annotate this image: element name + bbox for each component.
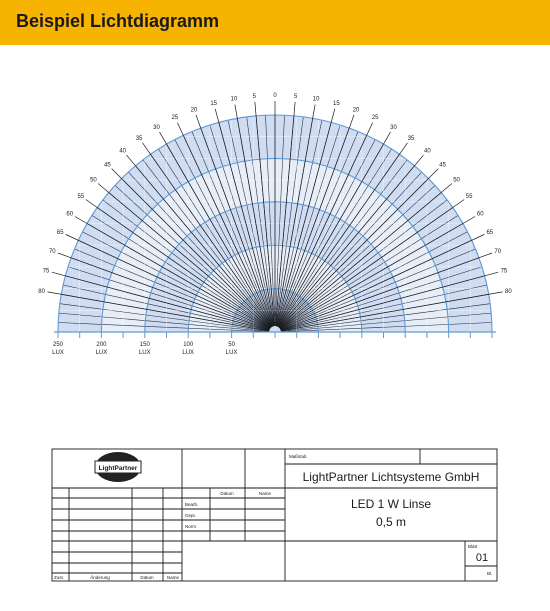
- gepr-row-label: Gepr.: [185, 513, 197, 518]
- page-title: Beispiel Lichtdiagramm: [16, 11, 220, 31]
- product-name: LED 1 W Linse: [350, 497, 432, 511]
- angle-label: 30: [153, 124, 160, 131]
- angle-label: 80: [505, 288, 512, 295]
- blatt-label: Blatt: [468, 544, 478, 549]
- angle-label: 70: [494, 248, 502, 255]
- angle-label: 80: [38, 288, 45, 295]
- angle-label: 20: [352, 107, 360, 114]
- ring-value-label: 100: [183, 342, 194, 348]
- angle-label: 55: [465, 194, 473, 201]
- ring-unit-label: LUX: [52, 350, 64, 356]
- distance-value: 0,5 m: [375, 515, 407, 529]
- brand-logo: [95, 452, 141, 482]
- angle-label: 40: [119, 148, 127, 155]
- scale-label: Maßstab: [289, 454, 307, 459]
- angle-label: 25: [171, 115, 179, 122]
- angle-label: 20: [190, 107, 198, 114]
- ring-value-label: 150: [139, 342, 150, 348]
- angle-label: 55: [77, 194, 85, 201]
- angle-label: 10: [230, 96, 238, 103]
- ring-value-label: 50: [228, 342, 235, 348]
- angle-label: 50: [453, 177, 460, 184]
- angle-label: 65: [56, 229, 64, 236]
- footer-aenderung: Änderung: [90, 575, 110, 580]
- angle-label: 60: [476, 211, 484, 218]
- angle-label: 70: [48, 248, 56, 255]
- angle-label: 65: [486, 229, 494, 236]
- angle-label: 75: [500, 268, 508, 275]
- ring-unit-label: LUX: [95, 350, 108, 356]
- angle-label: 35: [135, 135, 143, 142]
- angle-label: 30: [390, 124, 397, 131]
- ring-value-label: 250: [52, 342, 64, 348]
- angle-label: 35: [407, 135, 415, 142]
- angle-label: 15: [210, 101, 218, 108]
- angle-label: 60: [66, 211, 74, 218]
- bearb-row-label: Bearb.: [185, 502, 199, 507]
- angle-label: 40: [423, 148, 431, 155]
- angle-label: 15: [332, 101, 340, 108]
- angle-label: 50: [90, 177, 97, 184]
- angle-label: 5: [293, 93, 298, 100]
- datum-column-label: Datum: [220, 491, 234, 496]
- logo-text: LightPartner: [98, 465, 138, 472]
- angle-label: 25: [371, 115, 379, 122]
- angle-label: 75: [42, 268, 50, 275]
- angle-label: 45: [439, 162, 446, 169]
- angle-label: 45: [104, 162, 111, 169]
- ring-unit-label: LUX: [225, 350, 238, 356]
- angle-label: 0: [273, 93, 277, 99]
- footer-zust: Zust.: [54, 575, 65, 580]
- angle-label: 5: [252, 93, 257, 100]
- name-column-label: Name: [258, 491, 272, 496]
- angle-label: 10: [312, 96, 320, 103]
- footer-datum: Datum: [140, 575, 154, 580]
- ring-unit-label: LUX: [182, 350, 195, 356]
- norm-row-label: Norm: [185, 524, 196, 529]
- ring-unit-label: LUX: [138, 350, 151, 356]
- ring-value-label: 200: [96, 342, 107, 348]
- footer-name: Name: [166, 575, 180, 580]
- company-name: LightPartner Lichtsysteme GmbH: [302, 470, 480, 484]
- bl-label: Bl.: [487, 571, 493, 576]
- blatt-value: 01: [475, 552, 489, 564]
